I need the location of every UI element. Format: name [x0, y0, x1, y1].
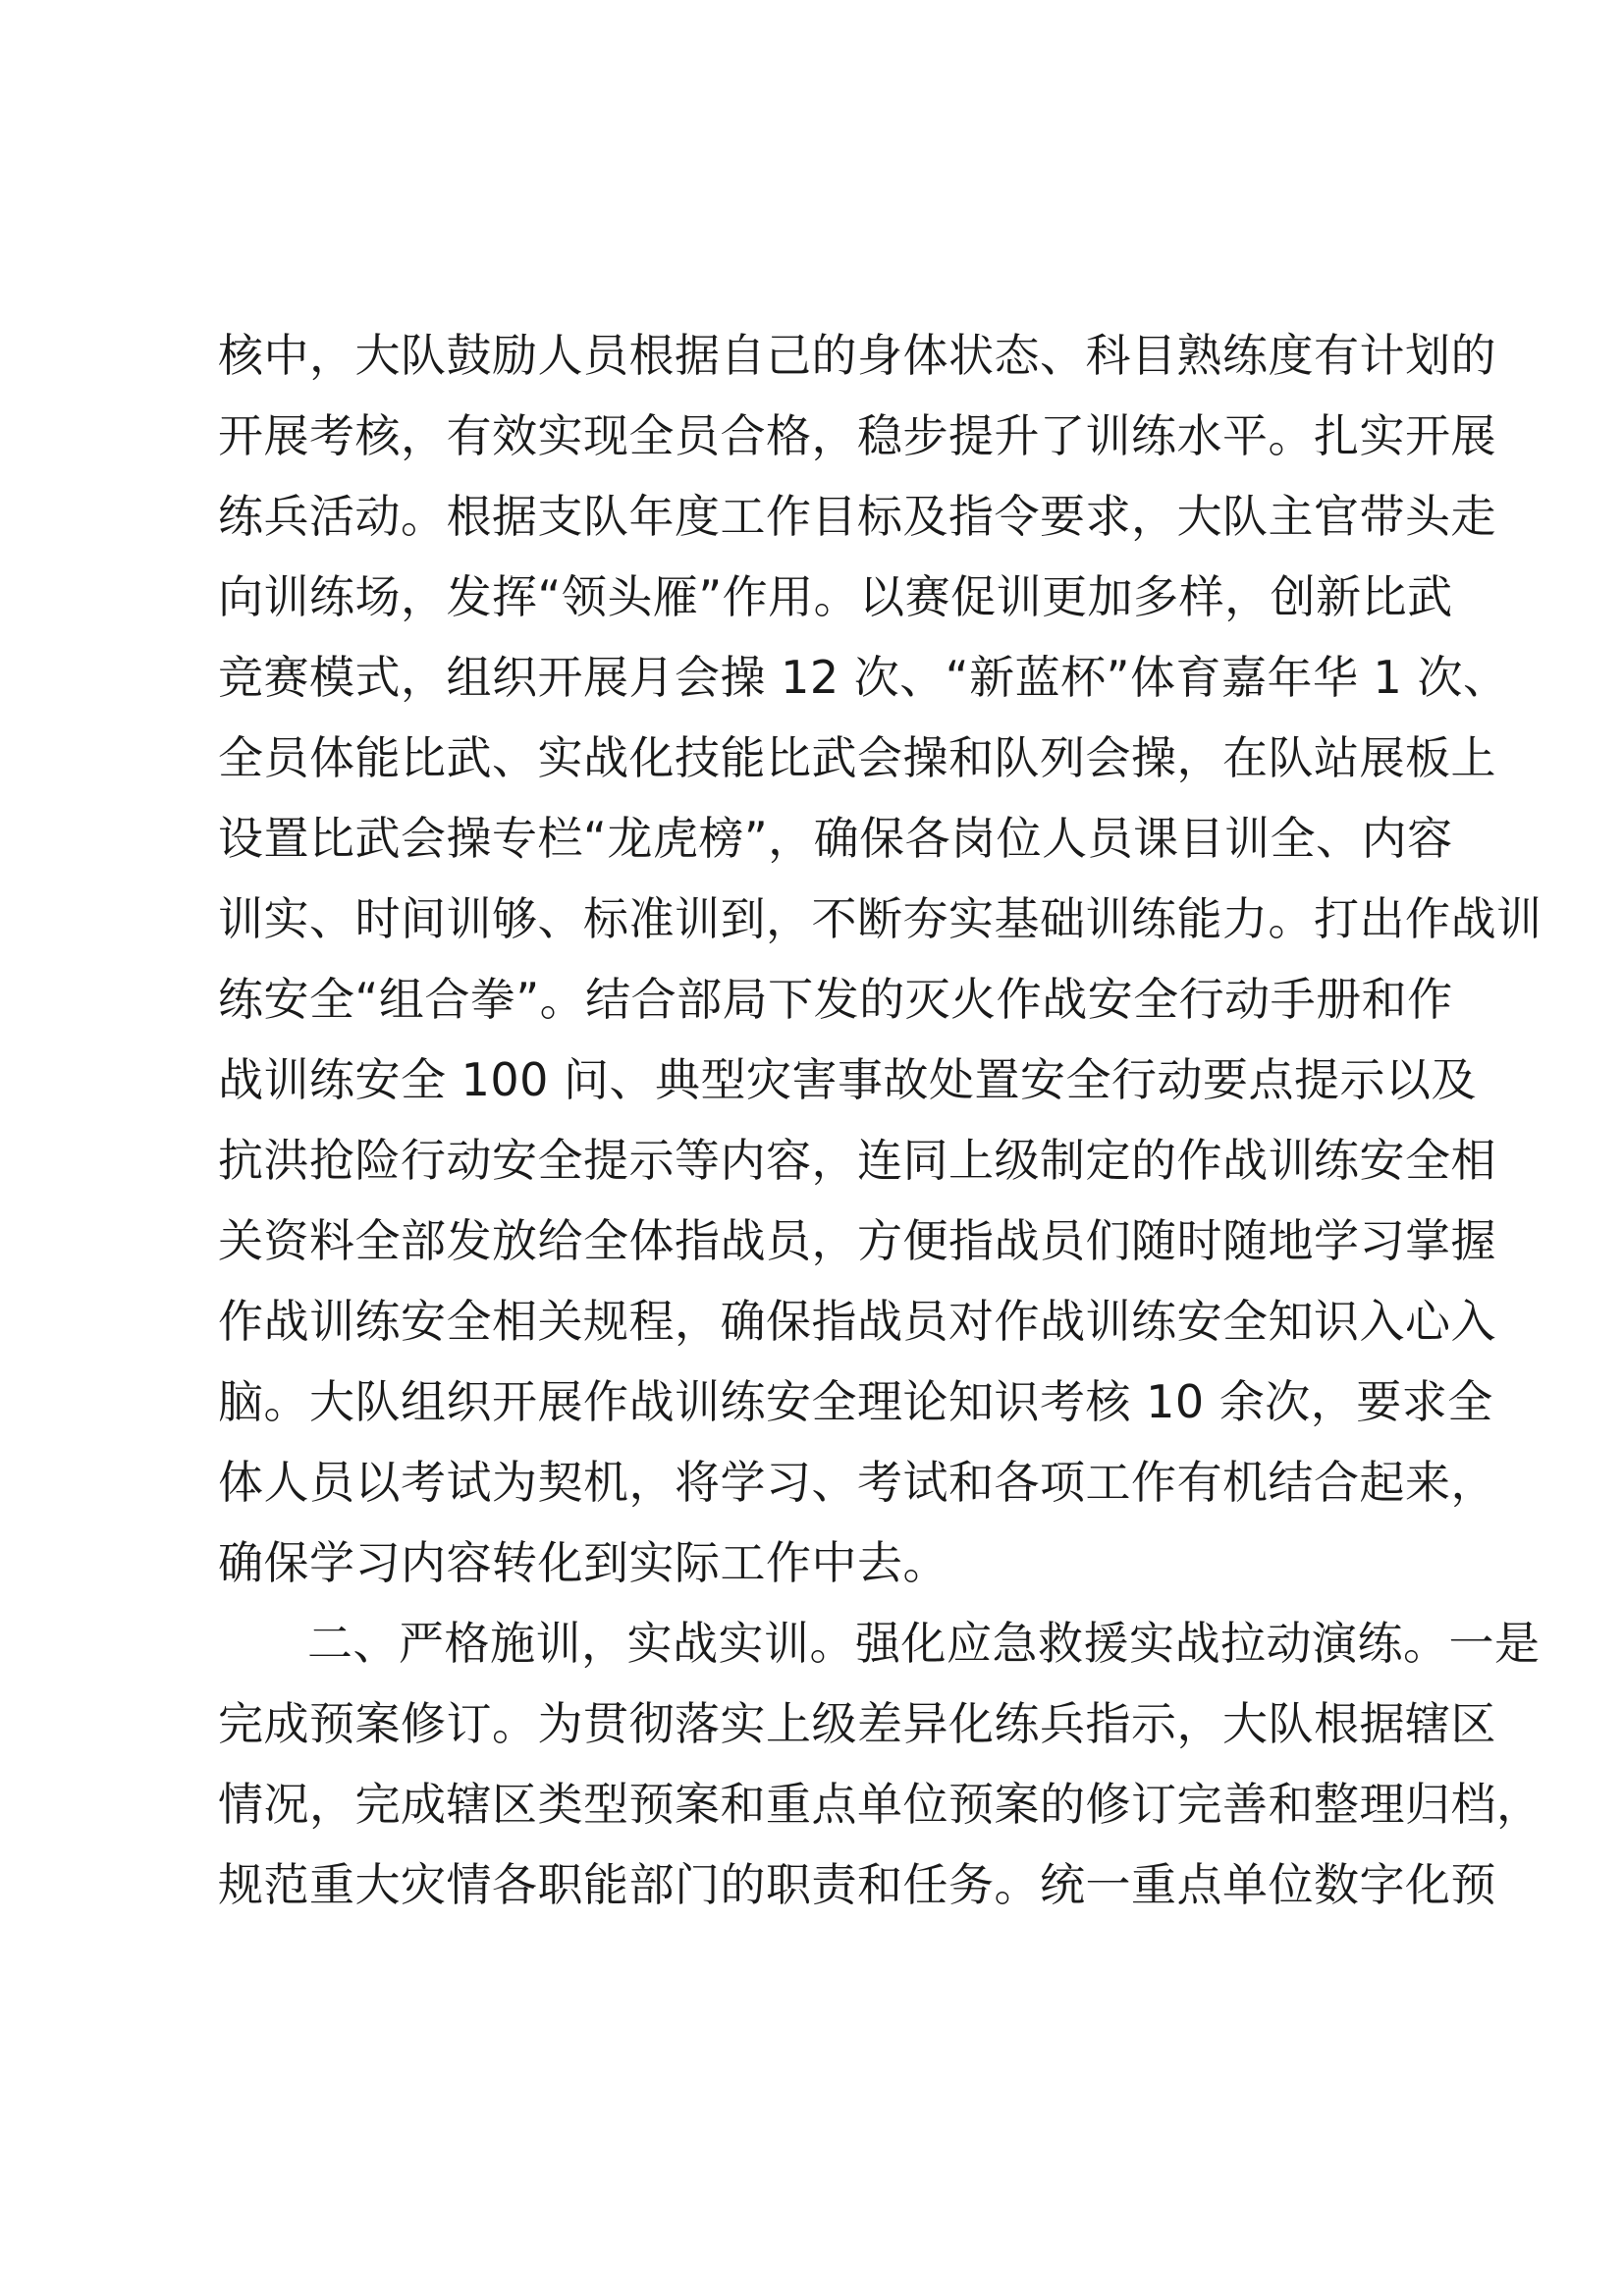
- text-line: 体人员以考试为契机，将学习、考试和各项工作有机结合起来，: [218, 1456, 1496, 1509]
- paragraph-heading-line: 二、严格施训，实战实训。强化应急救援实战拉动演练。一是: [307, 1617, 1541, 1670]
- text-line: 抗洪抢险行动安全提示等内容，连同上级制定的作战训练安全相: [218, 1134, 1496, 1187]
- text-line: 战训练安全 100 问、典型灾害事故处置安全行动要点提示以及: [218, 1053, 1478, 1106]
- text-line: 竞赛模式，组织开展月会操 12 次、“新蓝杯”体育嘉年华 1 次、: [218, 651, 1509, 704]
- text-line: 练安全“组合拳”。结合部局下发的灭火作战安全行动手册和作: [218, 973, 1453, 1026]
- text-line: 情况，完成辖区类型预案和重点单位预案的修订完善和整理归档，: [218, 1778, 1543, 1831]
- text-line: 全员体能比武、实战化技能比武会操和队列会操，在队站展板上: [218, 731, 1496, 784]
- text-line: 脑。大队组织开展作战训练安全理论知识考核 10 余次，要求全: [218, 1375, 1493, 1428]
- text-line: 设置比武会操专栏“龙虎榜”，确保各岗位人员课目训全、内容: [218, 812, 1453, 865]
- text-line: 训实、时间训够、标准训到，不断夯实基础训练能力。打出作战训: [218, 892, 1543, 945]
- text-line: 作战训练安全相关规程，确保指战员对作战训练安全知识入心入: [218, 1295, 1496, 1348]
- text-line: 向训练场，发挥“领头雁”作用。以赛促训更加多样，创新比武: [218, 570, 1453, 623]
- text-line: 关资料全部发放给全体指战员，方便指战员们随时随地学习掌握: [218, 1214, 1496, 1267]
- text-line: 完成预案修订。为贯彻落实上级差异化练兵指示，大队根据辖区: [218, 1697, 1496, 1750]
- text-line: 核中，大队鼓励人员根据自己的身体状态、科目熟练度有计划的: [218, 329, 1496, 382]
- text-line: 确保学习内容转化到实际工作中去。: [218, 1536, 948, 1589]
- text-line: 练兵活动。根据支队年度工作目标及指令要求，大队主官带头走: [218, 490, 1496, 543]
- text-line: 规范重大灾情各职能部门的职责和任务。统一重点单位数字化预: [218, 1858, 1496, 1911]
- text-line: 开展考核，有效实现全员合格，稳步提升了训练水平。扎实开展: [218, 409, 1496, 462]
